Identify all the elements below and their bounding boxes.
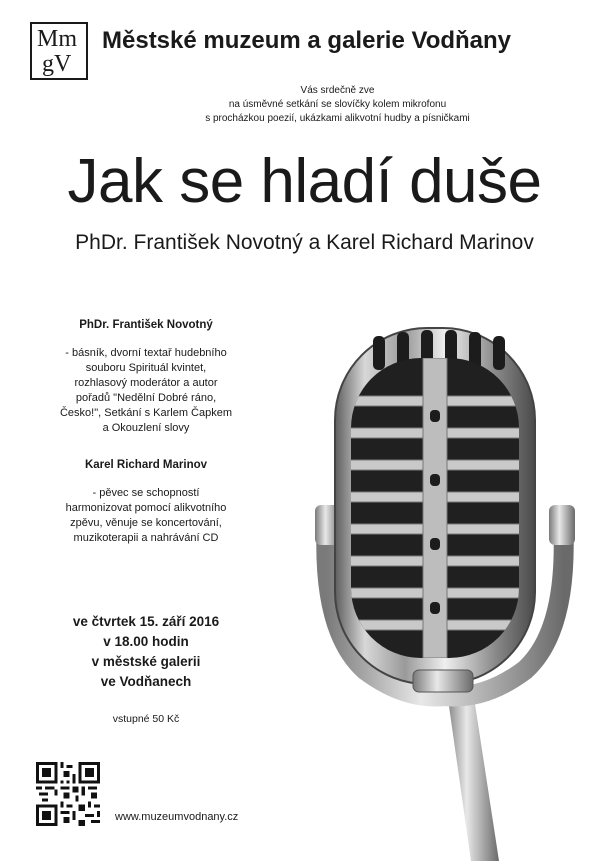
event-details [30, 612, 262, 692]
bio-line: zpěvu, věnuje se koncertování, [70, 517, 222, 529]
event-title: Jak se hladí duše [67, 147, 542, 216]
invitation-line: na úsměvné setkání se slovíčky kolem mikrofonu [228, 99, 447, 110]
entry-fee: vstupné 50 Kč [112, 713, 180, 725]
logo-monogram-top: Mm [37, 26, 78, 52]
event-town: ve Vodňanech [100, 674, 192, 689]
bio-line: muzikoterapii a nahrávání CD [73, 532, 219, 544]
museum-logo [30, 22, 88, 80]
bio-line: pořadů "Nedělní Dobré ráno, [75, 392, 217, 404]
event-venue: v městské galerii [91, 654, 201, 669]
performer-bio [30, 486, 262, 546]
event-subtitle: PhDr. František Novotný a Karel Richard Marinov [75, 231, 534, 254]
qr-code-icon[interactable] [36, 762, 100, 826]
event-time: v 18.00 hodin [103, 634, 189, 649]
invitation-text [0, 84, 609, 126]
invitation-line: Vás srdečně zve [300, 85, 375, 96]
bio-line: souboru Spirituál kvintet, [85, 362, 207, 374]
invitation-line: s procházkou poezií, ukázkami alikvotní hudby a písničkami [205, 113, 470, 124]
performer-name: PhDr. František Novotný [79, 319, 213, 331]
bio-line: harmonizovat pomocí alikvotního [65, 502, 227, 514]
bio-line: rozhlasový moderátor a autor [74, 377, 218, 389]
website-link[interactable]: www.muzeumvodnany.cz [115, 811, 239, 823]
logo-monogram-bottom: gV [42, 51, 72, 77]
performers-section [30, 318, 262, 546]
bio-line: - básník, dvorní textař hudebního [65, 347, 227, 359]
bio-line: a Okouzlení slovy [102, 422, 190, 434]
bio-line: - pěvec se schopností [92, 487, 200, 499]
organization-name: Městské muzeum a galerie Vodňany [102, 27, 512, 54]
microphone-icon [295, 300, 595, 861]
event-date: ve čtvrtek 15. září 2016 [72, 614, 220, 629]
performer-name: Karel Richard Marinov [84, 459, 208, 471]
bio-line: Česko!", Setkání s Karlem Čapkem [59, 407, 233, 419]
performer-bio [30, 346, 262, 436]
